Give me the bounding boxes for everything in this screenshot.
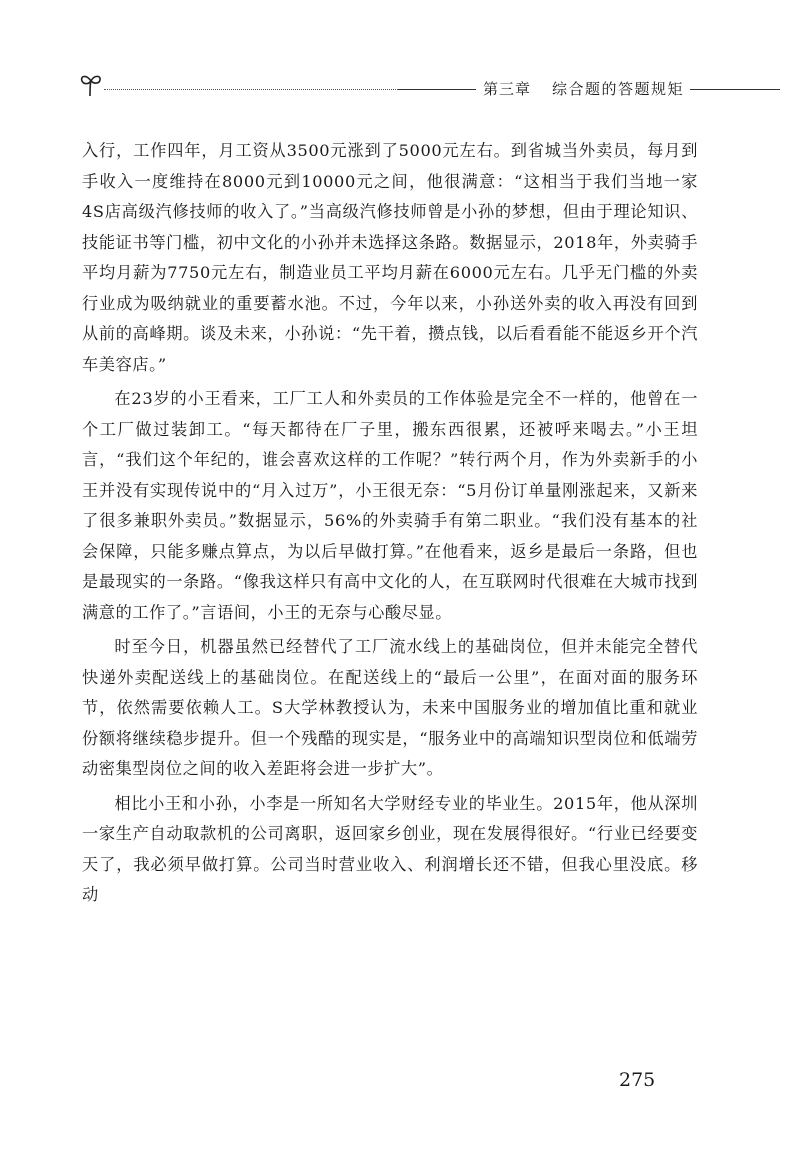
paragraph: 入行，工作四年，月工资从3500元涨到了5000元左右。到省城当外卖员，每月到手收入一度维持在8000元到10000元之间，他很满意：“这相当于我们当地一家4S店高级汽修技师的收入了。”当高级汽修技师曾是小孙的梦想，但由于理论知识、技能证书等门槛，初中文化的小孙并未选择这条路。数据显示，2018年，外卖骑手平均月薪为7750元左右，制造业员工平均月薪在6000元左右。几乎无门槛的外卖行业成为吸纳就业的重要蓄水池。不过，今年以来，小孙送外卖的收入再没有回到从前的高峰期。谈及未来，小孙说：“先干着，攒点钱，以后看看能不能返乡开个汽车美容店。” [82,141,698,374]
chapter-title: 综合题的答题规矩 [552,80,685,98]
body-text [82,136,698,915]
sprout-icon [78,70,104,98]
page-number: 275 [619,1069,656,1091]
chapter-label: 第三章 [483,80,532,98]
header-rule-left [398,89,476,90]
paragraph: 相比小王和小孙，小李是一所知名大学财经专业的毕业生。2015年，他从深圳一家生产自动取款机的公司离职，返回家乡创业，现在发展得很好。“行业已经要变天了，我必须早做打算。公司当时营业收入、利润增长还不错，但我心里没底。移动 [82,793,698,904]
paragraph: 在23岁的小王看来，工厂工人和外卖员的工作体验是完全不一样的，他曾在一个工厂做过装卸工。“每天都待在厂子里，搬东西很累，还被呼来喝去。”小王坦言，“我们这个年纪的，谁会喜欢这样的工作呢？”转行两个月，作为外卖新手的小王并没有实现传说中的“月入过万”，小王很无奈：“5月份订单量刚涨起来，又新来了很多兼职外卖员。”数据显示，56%的外卖骑手有第二职业。“我们没有基本的社会保障，只能多赚点算点，为以后早做打算。”在他看来，返乡是最后一条路，但也是最现实的一条路。“像我这样只有高中文化的人，在互联网时代很难在大城市找到满意的工作了。”言语间，小王的无奈与心酸尽显。 [82,389,698,622]
paragraph: 时至今日，机器虽然已经替代了工厂流水线上的基础岗位，但并未能完全替代快递外卖配送线上的基础岗位。在配送线上的“最后一公里”，在面对面的服务环节，依然需要依赖人工。S大学林教授认为，未来中国服务业的增加值比重和就业份额将继续稳步提升。但一个残酷的现实是，“服务业中的高端知识型岗位和低端劳动密集型岗位之间的收入差距将会进一步扩大”。 [82,637,698,778]
running-header [78,70,738,106]
header-rule-right [690,89,780,90]
